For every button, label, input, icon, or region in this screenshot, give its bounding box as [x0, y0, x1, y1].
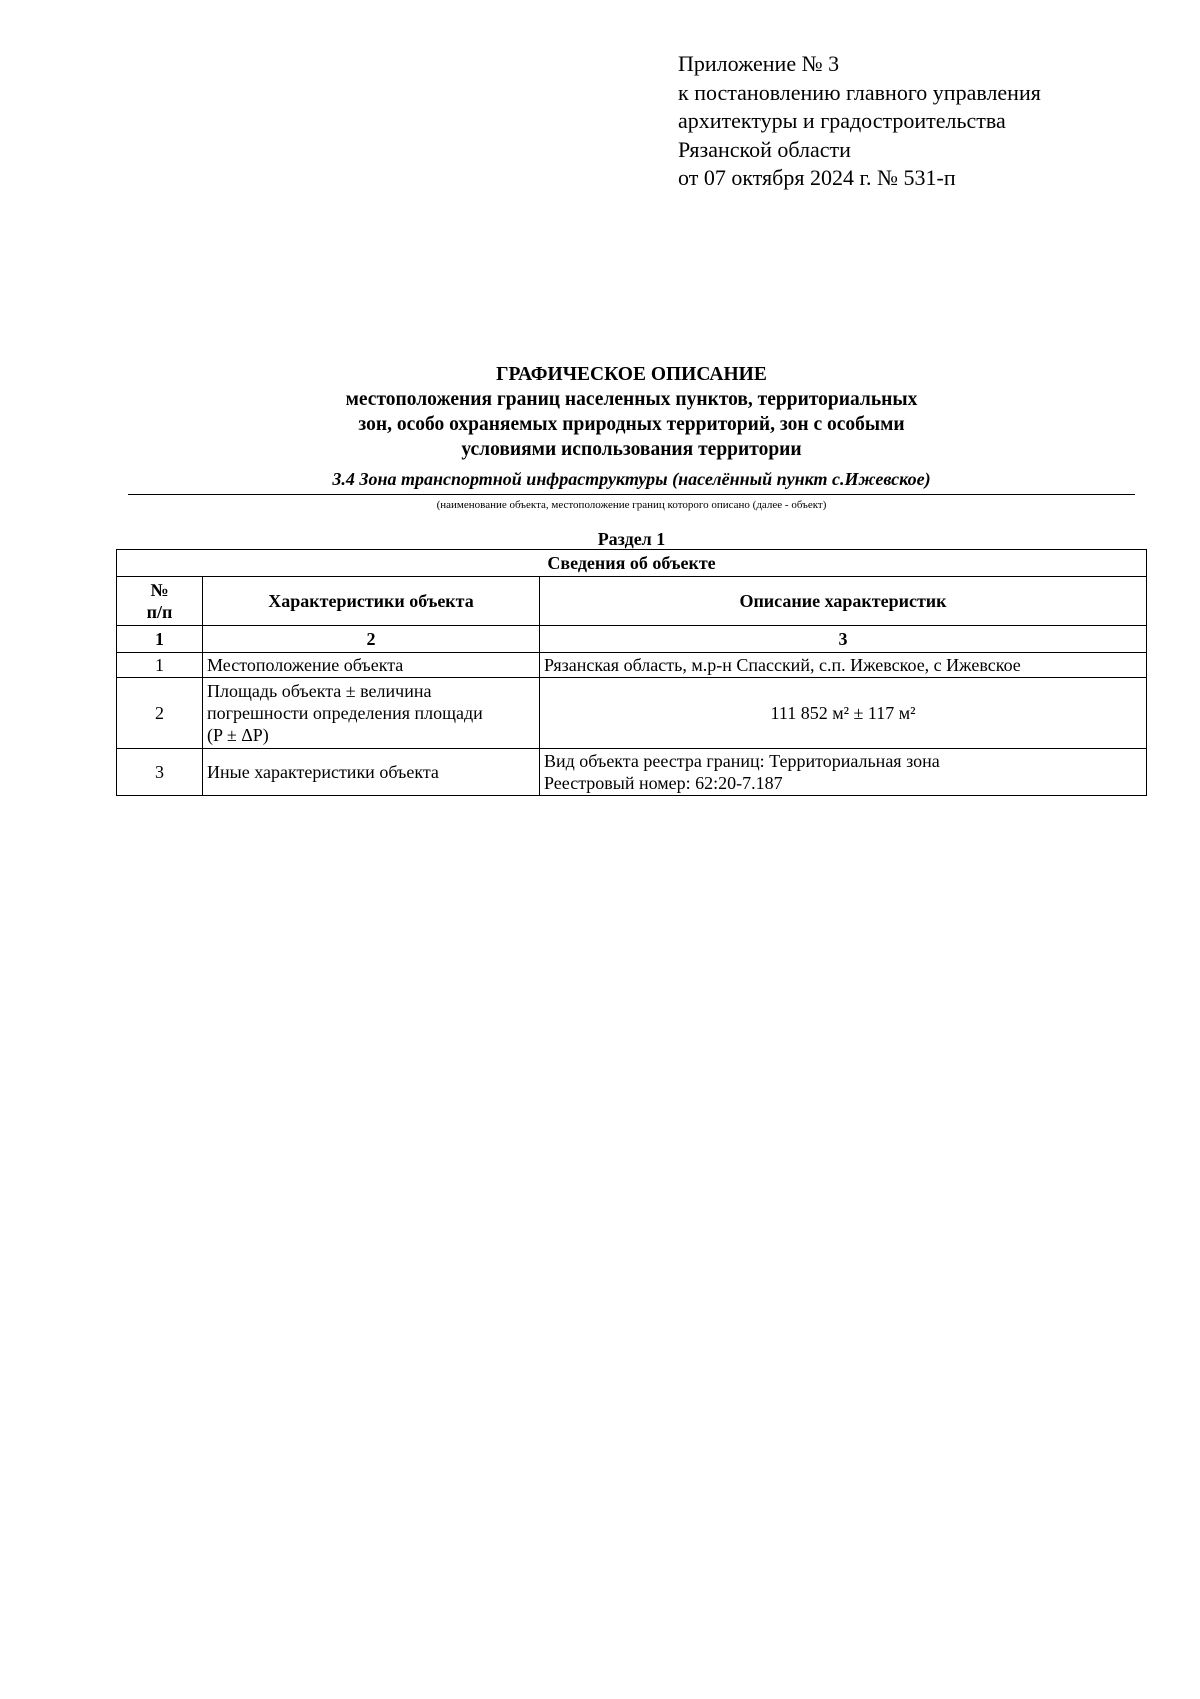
row-characteristic: Иные характеристики объекта [203, 749, 540, 796]
row-characteristic-line: Площадь объекта ± величина [207, 681, 432, 701]
appendix-note [678, 50, 1178, 193]
table-row [117, 678, 1147, 749]
row-characteristic [203, 678, 540, 749]
header-number-line: № [150, 580, 169, 600]
appendix-line: Рязанской области [678, 136, 851, 162]
row-description-line: Реестровый номер: 62:20-7.187 [544, 773, 783, 793]
document-subtitle-line: местоположения границ населенных пунктов, территориальных [345, 389, 918, 410]
row-characteristic-line: погрешности определения площади [207, 703, 483, 723]
column-number: 3 [540, 626, 1147, 653]
document-heading [128, 362, 1135, 462]
document-subtitle-line: условиями использования территории [461, 439, 802, 460]
table-row [117, 653, 1147, 678]
object-info-table [116, 549, 1147, 796]
object-name: 3.4 Зона транспортной инфраструктуры (населённый пункт с.Ижевское) [332, 469, 931, 489]
object-name-underline [128, 494, 1135, 495]
appendix-line: Приложение № 3 [678, 51, 840, 76]
table-row [117, 749, 1147, 796]
section-title: Раздел 1 [597, 529, 666, 549]
appendix-line: от 07 октября 2024 г. № 531-п [678, 165, 956, 190]
row-number: 1 [117, 653, 203, 678]
appendix-line: архитектуры и градостроительства [678, 108, 1006, 133]
row-characteristic-line: (P ± ΔP) [207, 725, 269, 745]
object-name-caption: (наименование объекта, местоположение границ которого описано (далее - объект) [436, 499, 827, 511]
header-number [117, 577, 203, 626]
table-title: Сведения об объекте [117, 550, 1147, 577]
document-title: ГРАФИЧЕСКОЕ ОПИСАНИЕ [496, 364, 767, 385]
row-description: 111 852 м² ± 117 м² [540, 678, 1147, 749]
document-subtitle-line: зон, особо охраняемых природных территорий, зон с особыми [358, 414, 905, 435]
row-description: Рязанская область, м.р-н Спасский, с.п. Ижевское, с Ижевское [540, 653, 1147, 678]
appendix-line: к постановлению главного управления [678, 79, 1041, 105]
row-number: 3 [117, 749, 203, 796]
header-number-line: п/п [146, 602, 173, 622]
row-description-line: Вид объекта реестра границ: Территориальная зона [544, 751, 940, 771]
row-number: 2 [117, 678, 203, 749]
row-description [540, 749, 1147, 796]
column-number: 1 [117, 626, 203, 653]
header-characteristics: Характеристики объекта [203, 577, 540, 626]
header-description: Описание характеристик [540, 577, 1147, 626]
row-characteristic: Местоположение объекта [203, 653, 540, 678]
column-number: 2 [203, 626, 540, 653]
